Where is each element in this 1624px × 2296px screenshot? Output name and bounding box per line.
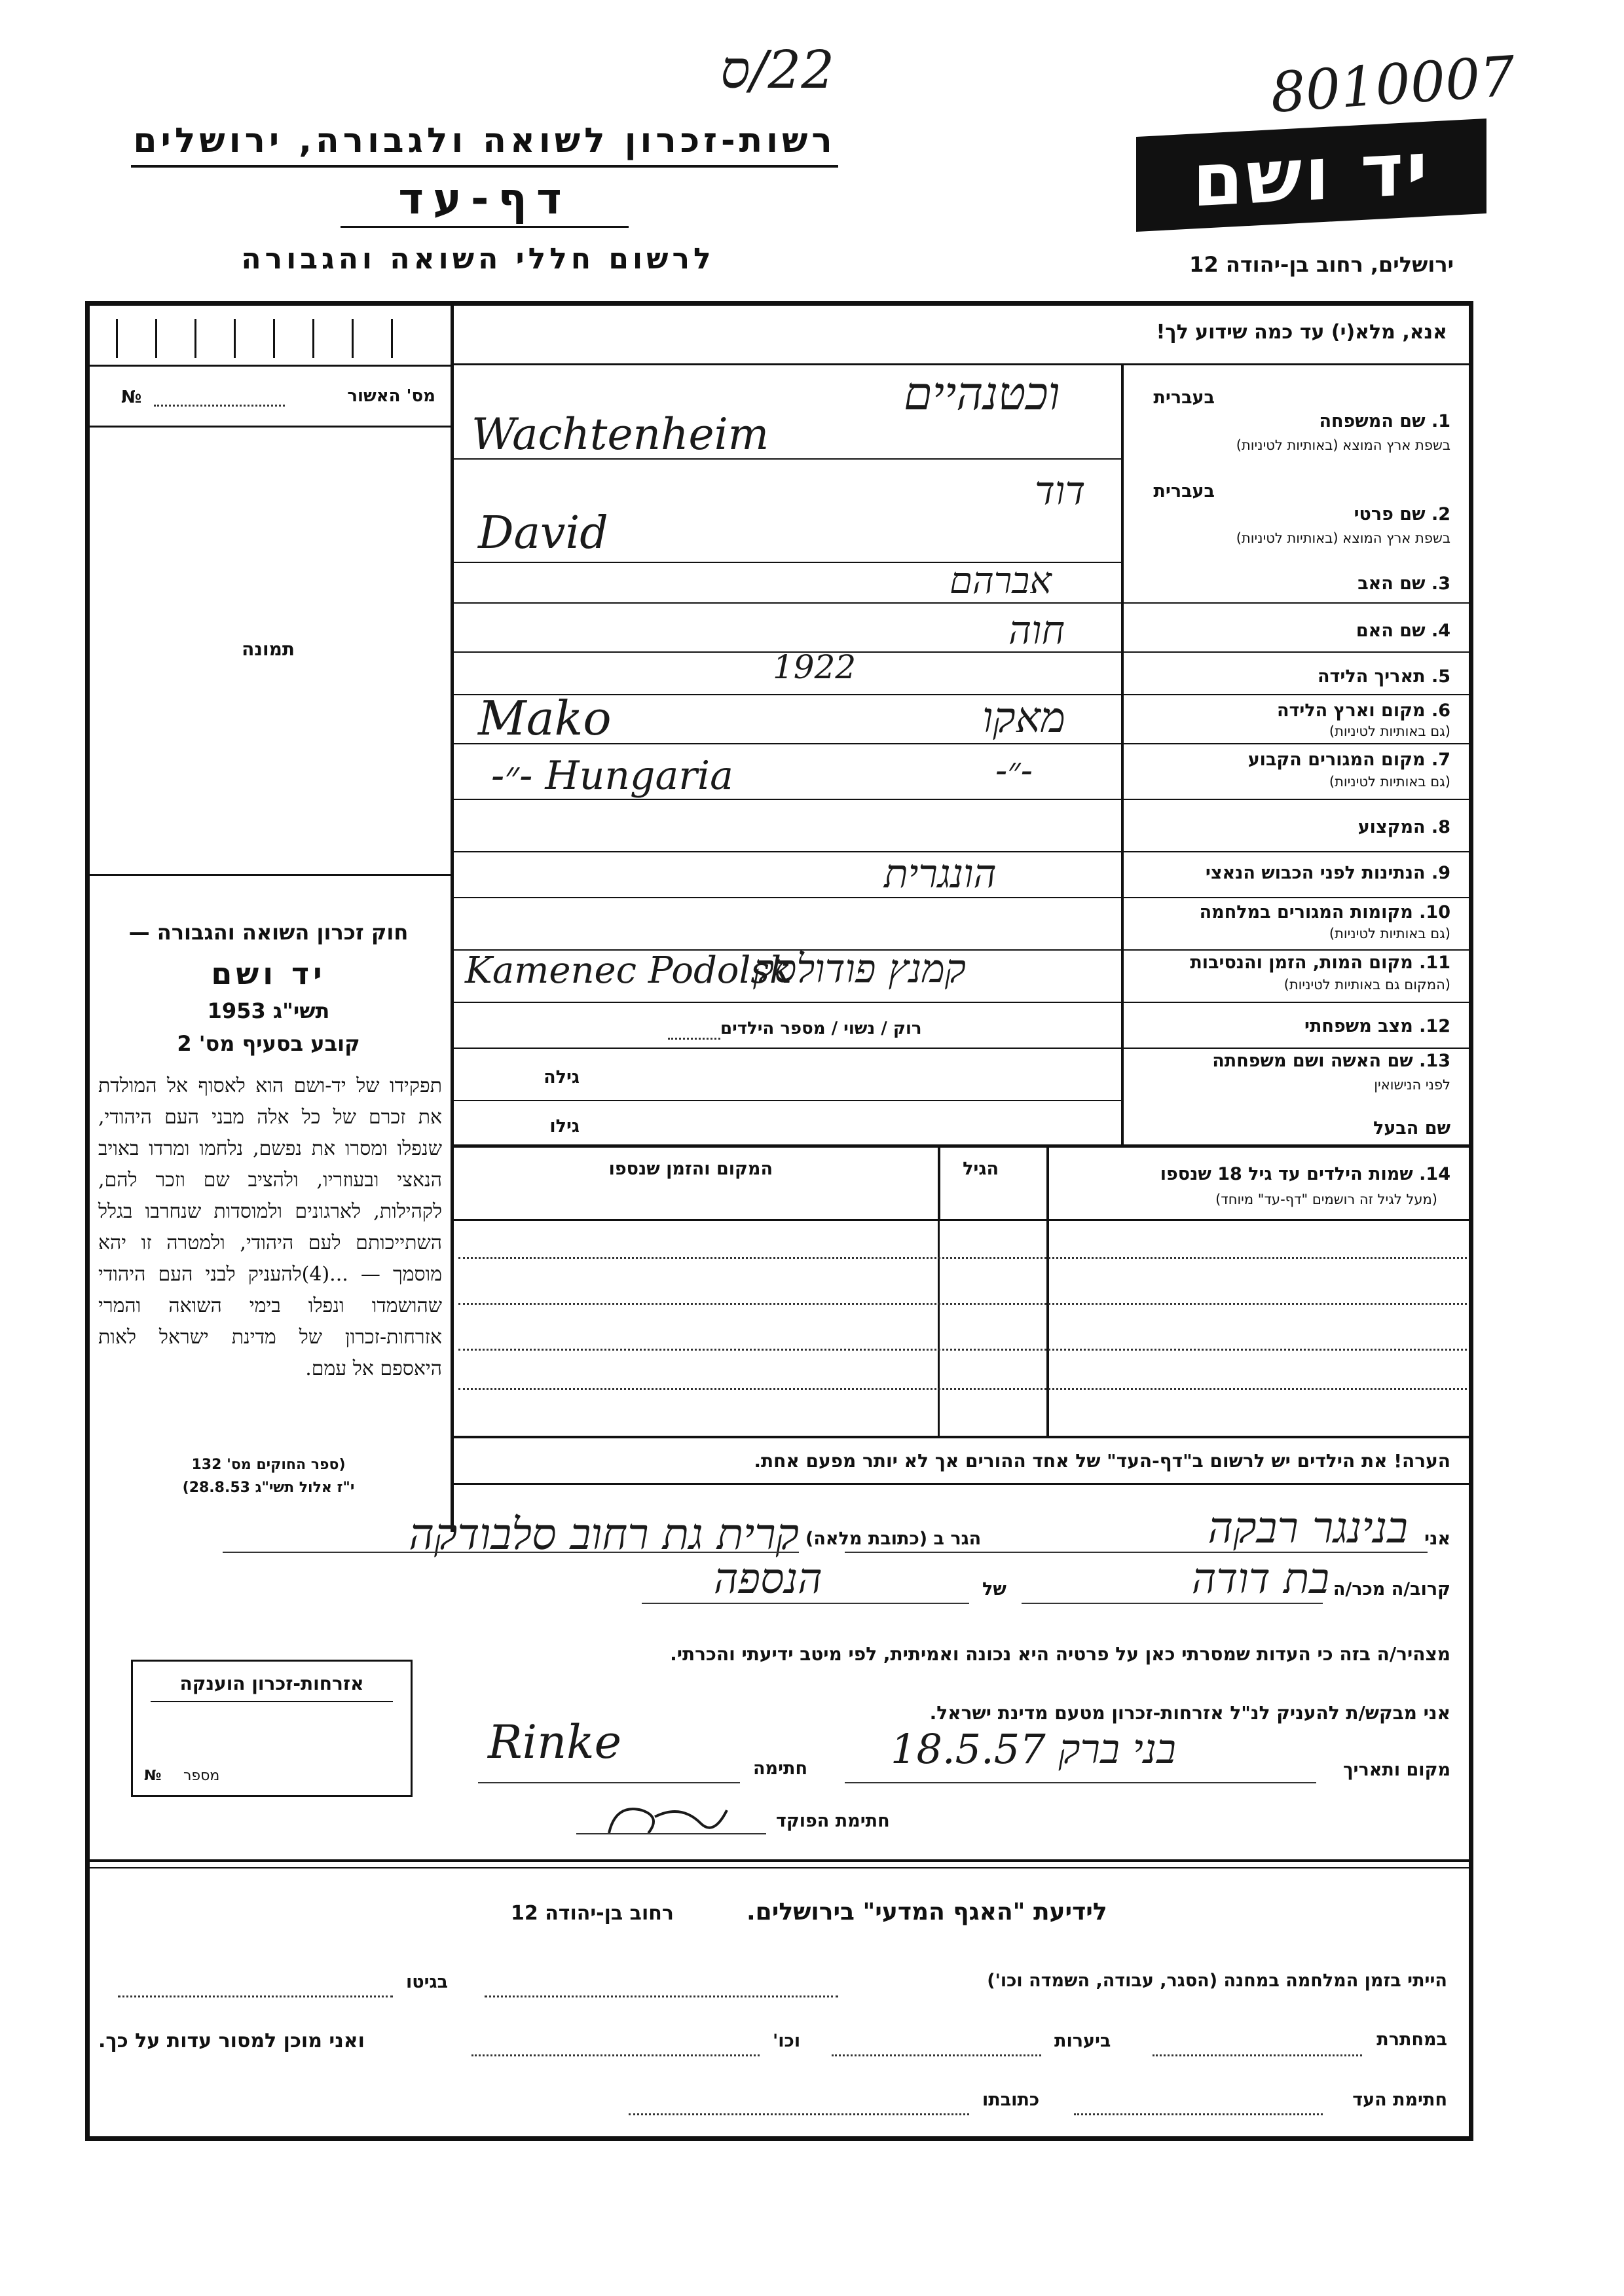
f11-latin-value: Kamenec Podolsk	[465, 949, 792, 992]
citizenship-no-mark: №	[144, 1768, 162, 1784]
law-ref-1: (ספר החוקים מס' 132	[191, 1457, 346, 1473]
f2-in-hebrew: בעברית	[1153, 481, 1215, 501]
f2-sub: בשפת ארץ המוצא (באותיות לטיניות)	[1236, 530, 1450, 546]
f11-sub: (המקום גם באותיות לטיניות)	[1283, 977, 1450, 993]
f6-latin-value: Mako	[478, 691, 612, 746]
f11-hebrew-value: קמנץ פודולסק	[753, 946, 966, 992]
stamp-number: 22/ס	[720, 39, 835, 100]
citizenship-number-label: מספר	[183, 1768, 220, 1784]
decl-request: אני מבקש/ת להעניק לנ"ל אזרחות-זכרון מטעם מדינת ישראל.	[929, 1702, 1450, 1724]
archive-title: לידיעת "האגף המדעי" בירושלים.	[747, 1899, 1107, 1925]
decl-residing-value: קרית גת רחוב סלבודקה	[409, 1509, 799, 1559]
f10-label: 10. מקומות המגורים במלחמה	[1199, 902, 1450, 922]
org-name: רשות-זכרון לשואה ולגבורה, ירושלים	[133, 121, 836, 160]
please-fill: אנא, מלא(י) עד כמה שידוע לך!	[1156, 321, 1447, 344]
decl-i-label: אני	[1424, 1529, 1450, 1549]
f8-label: 8. המקצוע	[1357, 817, 1450, 837]
decl-of-value: הנספה	[714, 1555, 822, 1603]
f3-value: אברהם	[950, 560, 1052, 602]
law-name: יד ושם	[211, 956, 326, 991]
f10-sub: (גם באותיות לטיניות)	[1329, 926, 1450, 941]
f12-label: 12. מצב משפחתי	[1304, 1016, 1450, 1036]
decl-relative-label: קרוב/ה מכר/ה	[1333, 1579, 1450, 1599]
law-ref-2: י"ז אלול תשי"ג 28.8.53)	[182, 1480, 355, 1496]
archive-line1-b: בגיטו	[406, 1972, 449, 1992]
f6-sub: (גם באותיות לטיניות)	[1329, 723, 1450, 739]
f2-label: 2. שם פרטי	[1354, 504, 1450, 524]
archive-line1-a: הייתי בזמן המלחמה במחנה (הסגר, עבודה, השמדה וכו')	[987, 1971, 1447, 1991]
husband-label: שם הבעל	[1373, 1118, 1450, 1139]
f2-latin-value: David	[478, 507, 608, 559]
husband-age-label: גילו	[549, 1116, 580, 1137]
f7-latin-value: -״- Hungaria	[491, 753, 733, 799]
decl-of-label: של	[982, 1579, 1006, 1599]
f4-value: חוה	[1008, 608, 1065, 653]
form-subtitle: לרשום חללי השואה והגבורה	[241, 242, 715, 276]
law-section: קובע בסעיף מס' 2	[177, 1031, 360, 1056]
yad-vashem-logo: יד ושם	[1192, 126, 1431, 224]
f12-options: רוק / נשוי / מספר הילדים	[720, 1019, 922, 1038]
f13-sub: לפני הנישואין	[1374, 1077, 1450, 1093]
archive-address: רחוב בן-יהודה 12	[511, 1902, 674, 1925]
f7-label: 7. מקום המגורים הקבוע	[1247, 750, 1450, 770]
form-title: דף-עד	[398, 173, 571, 224]
col-age-label: הגיל	[963, 1159, 999, 1179]
archive-line2-a: במחתרת	[1376, 2030, 1447, 2050]
approval-no-mark: №	[121, 388, 142, 407]
citizenship-title: אזרחות-זכרון הוענקה	[179, 1673, 364, 1694]
f6-label: 6. מקום וארץ הלידה	[1276, 701, 1450, 721]
decl-signature-value: Rinke	[488, 1715, 622, 1769]
wife-age-label: גילה	[544, 1067, 580, 1087]
f5-value: 1922	[773, 648, 857, 686]
f13-label: 13. שם האשה ושם משפחתה	[1212, 1051, 1450, 1071]
decl-statement: מצהיר/ה בזה כי העדות שמסרתי כאן על פרטיה היא נכונה ואמיתית, לפי מיטב ידיעתי והכרתי.	[670, 1643, 1450, 1665]
decl-place-date-label: מקום ותאריך	[1342, 1760, 1450, 1780]
f9-label: 9. הנתינות לפני הכבוש הנאצי	[1205, 863, 1450, 883]
f7-hebrew-value: -״-	[995, 750, 1033, 791]
archive-line2-c: וכו'	[773, 2031, 801, 2051]
law-title: חוק זכרון השואה והגבורה —	[128, 920, 409, 945]
col-place-time-label: המקום והזמן שנספו	[608, 1159, 773, 1179]
f1-label: 1. שם המשפחה	[1319, 411, 1450, 431]
record-number: 8010007	[1268, 44, 1518, 125]
f1-sub: בשפת ארץ המוצא (באותיות לטיניות)	[1236, 437, 1450, 453]
address: ירושלים, רחוב בן-יהודה 12	[1189, 252, 1454, 277]
approval-ticks	[90, 306, 451, 365]
archive-line3-a: חתימת העד	[1352, 2090, 1447, 2110]
decl-relative-value: בת דודה	[1191, 1555, 1329, 1603]
f4-label: 4. שם האם	[1356, 621, 1450, 641]
f14-label: 14. שמות הילדים עד גיל 18 שנספו	[1160, 1164, 1450, 1184]
decl-signature-label: חתימה	[753, 1758, 808, 1779]
f6-hebrew-value: מאקו	[982, 694, 1065, 742]
f14-sub: (מעל לגיל זה רושמים "דף-עד" מיוחד)	[1215, 1192, 1437, 1207]
f9-value: הונגרית	[884, 851, 997, 897]
approval-label: מס' האשור	[347, 386, 435, 406]
f1-hebrew-value: וכטנהיים	[904, 367, 1060, 420]
archive-line2-d: ואני מוכן למסור עדות על כך.	[98, 2030, 365, 2052]
law-year: תשי"ג 1953	[207, 998, 330, 1023]
f2-hebrew-value: דוד	[1035, 468, 1086, 514]
f1-latin-value: Wachtenheim	[471, 409, 769, 460]
archive-line2-b: ביערות	[1054, 2031, 1111, 2051]
f11-label: 11. מקום המות, הזמן והנסיבות	[1190, 953, 1450, 973]
f7-sub: (גם באותיות לטיניות)	[1329, 774, 1450, 790]
f3-label: 3. שם האב	[1357, 574, 1450, 594]
decl-place-date-value: בני ברק 18.5.57	[891, 1725, 1176, 1773]
f5-label: 5. תאריך הלידה	[1317, 666, 1450, 687]
law-body: תפקידו של יד-ושם הוא לאסוף אל המולדת את זכרם של כל אלה מבני העם היהודי, שנפלו ומסרו את נפשם, נלחמו ומרדו באויב הנאצי ובעוזריו, ולהציב שם וזכר להם, לקהילות, לארגונים ולמוסדות שנחרבו בגלל השתייכותם לעם היהודי, ולמטרה זו יהא מוסמך — ...(4)להעניק לבני העם היהודי שהושמדו ונפלו בימי השואה והמרי אזרחות-זכרון של מדינת ישראל לאות היאספם אל עמם.	[98, 1074, 443, 1380]
decl-i-name: בנינגר רבקה	[1208, 1503, 1408, 1553]
photo-label: תמונה	[242, 638, 295, 660]
decl-officer-label: חתימת הפוקד	[776, 1811, 890, 1831]
officer-signature	[602, 1797, 733, 1843]
note: הערה! את הילדים יש לרשום ב"דף-העד" של אחד ההורים אך לא יותר מפעם אחת.	[754, 1450, 1450, 1472]
decl-residing-label: הגר ב (כתובת מלאה)	[805, 1529, 982, 1549]
archive-line3-b: כתובתו	[982, 2090, 1040, 2110]
f1-in-hebrew: בעברית	[1153, 388, 1215, 408]
